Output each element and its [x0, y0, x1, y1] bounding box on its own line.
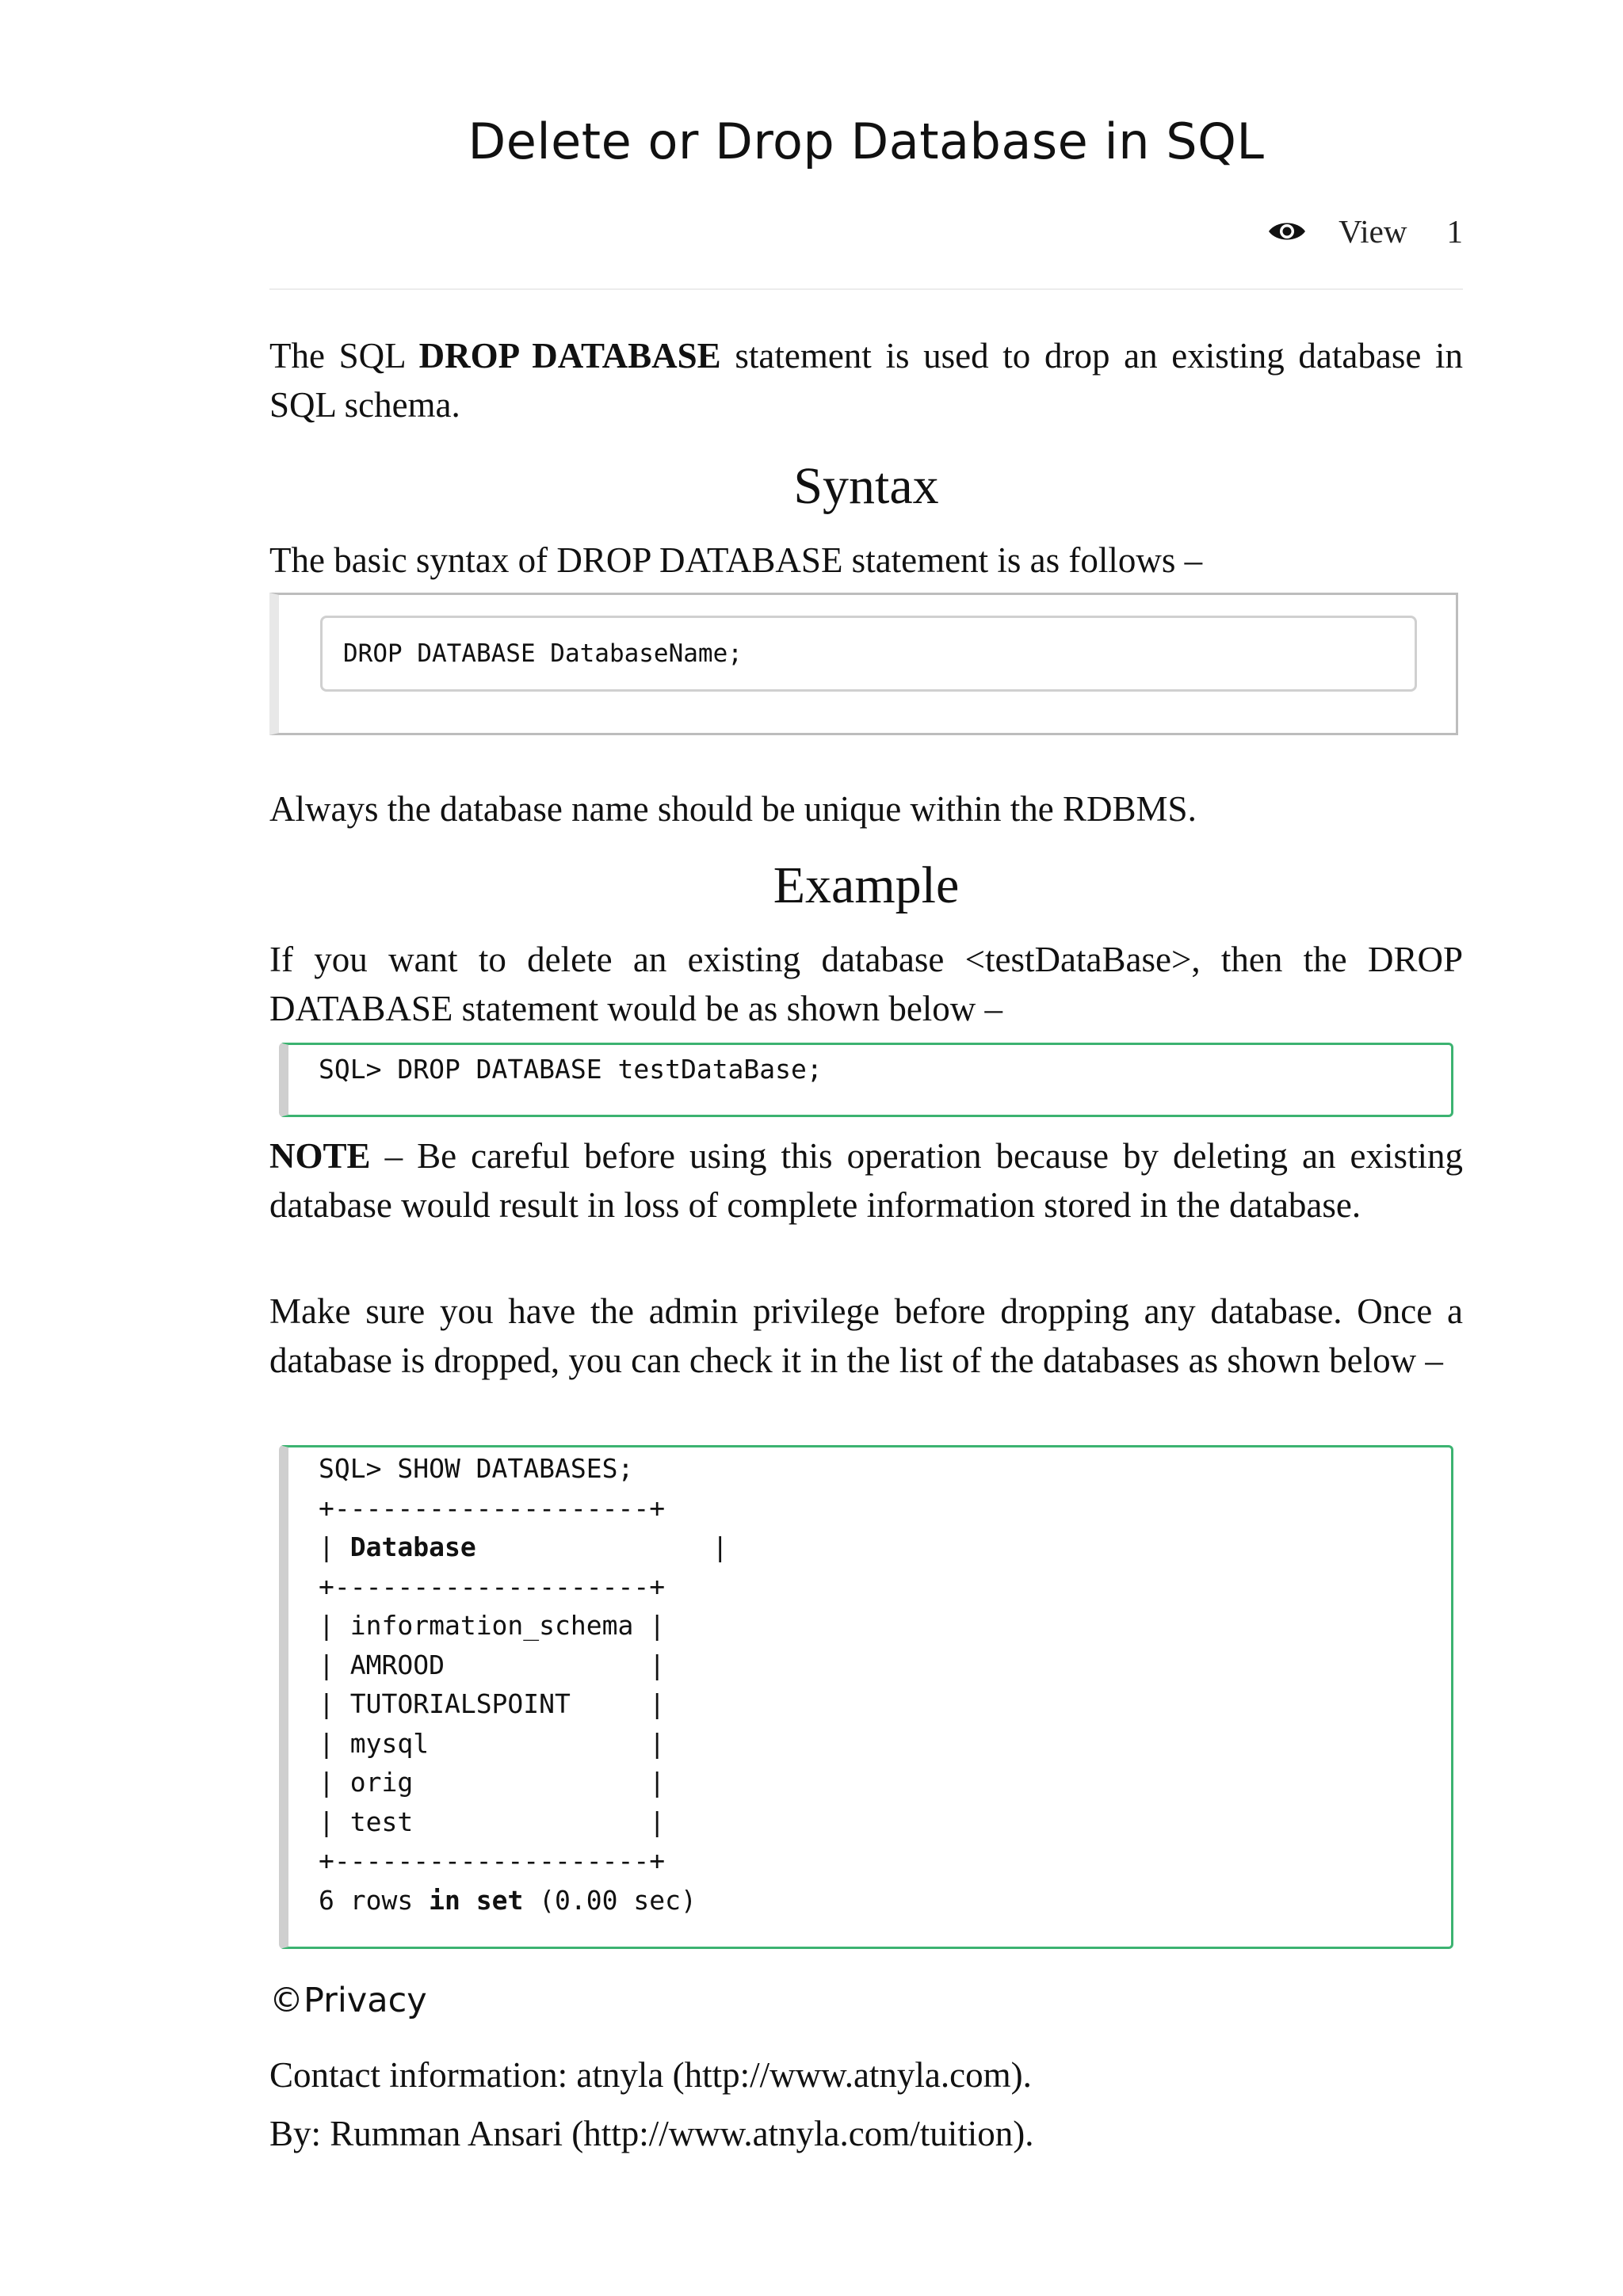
contact-info: Contact information: atnyla (http://www.atnyla.com). [269, 2055, 1032, 2095]
result-summary [288, 1881, 1451, 1920]
keyword-set: set [475, 1884, 524, 1916]
table-cell: AMROOD [349, 1649, 445, 1680]
view-counter [1267, 212, 1463, 250]
table-cell: mysql [349, 1727, 430, 1759]
note-text: – Be careful before using this operation because by deleting an existing database would result in loss of complete information stored in the database. [269, 1136, 1463, 1225]
intro-text-start: The SQL [269, 336, 419, 376]
privacy-label: ©Privacy [269, 1981, 427, 2020]
table-row: | AMROOD | [319, 1649, 666, 1680]
view-label: View [1338, 213, 1407, 250]
table-cell: TUTORIALSPOINT [349, 1688, 571, 1719]
example-code-block [279, 1043, 1453, 1117]
table-row: | TUTORIALSPOINT | [319, 1688, 666, 1719]
example-code: SQL> DROP DATABASE testDataBase; [319, 1054, 823, 1085]
note-paragraph [269, 1131, 1463, 1230]
author-info: By: Rumman Ansari (http://www.atnyla.com/tuition). [269, 2114, 1034, 2153]
intro-paragraph [269, 331, 1463, 429]
table-border: +--------------------+ [319, 1845, 666, 1876]
eye-icon [1267, 217, 1307, 246]
show-databases-block [279, 1445, 1453, 1949]
note-label: NOTE [269, 1136, 371, 1176]
divider [269, 288, 1463, 290]
table-border: +--------------------+ [319, 1570, 666, 1602]
table-header-row: | Database | [319, 1531, 728, 1562]
table-header: Database [349, 1531, 476, 1562]
intro-keyword: DROP DATABASE [418, 336, 721, 376]
table-cell: orig [349, 1767, 414, 1798]
summary-text: 6 rows [319, 1884, 430, 1916]
summary-time: (0.00 sec) [523, 1884, 697, 1916]
table-row: | orig | [319, 1767, 666, 1798]
page-title: Delete or Drop Database in SQL [468, 113, 1265, 170]
unique-name-note: Always the database name should be unique within the RDBMS. [269, 789, 1197, 829]
show-command: SQL> SHOW DATABASES; [319, 1453, 634, 1484]
view-count: 1 [1446, 213, 1463, 250]
syntax-code-block [269, 593, 1458, 735]
syntax-lead: The basic syntax of DROP DATABASE statement is as follows – [269, 540, 1203, 580]
admin-paragraph: Make sure you have the admin privilege before dropping any database. Once a database is dropped, you can check it in the list of the databases as shown below – [269, 1291, 1463, 1380]
table-cell: information_schema [349, 1610, 634, 1641]
syntax-heading: Syntax [793, 457, 939, 515]
example-lead: If you want to delete an existing database <testDataBase>, then the DROP DATABASE statement would be as shown below – [269, 940, 1463, 1028]
example-heading: Example [773, 856, 960, 914]
table-border: +--------------------+ [319, 1492, 666, 1524]
table-cell: test [349, 1806, 414, 1837]
table-row: | mysql | [319, 1727, 666, 1759]
keyword-in: in [429, 1884, 460, 1916]
intro-text-end: statement is used to drop an existing database in SQL schema. [269, 336, 1463, 425]
table-row: | information_schema | [319, 1610, 666, 1641]
syntax-code: DROP DATABASE DatabaseName; [320, 616, 1417, 692]
table-row: | test | [319, 1806, 666, 1837]
